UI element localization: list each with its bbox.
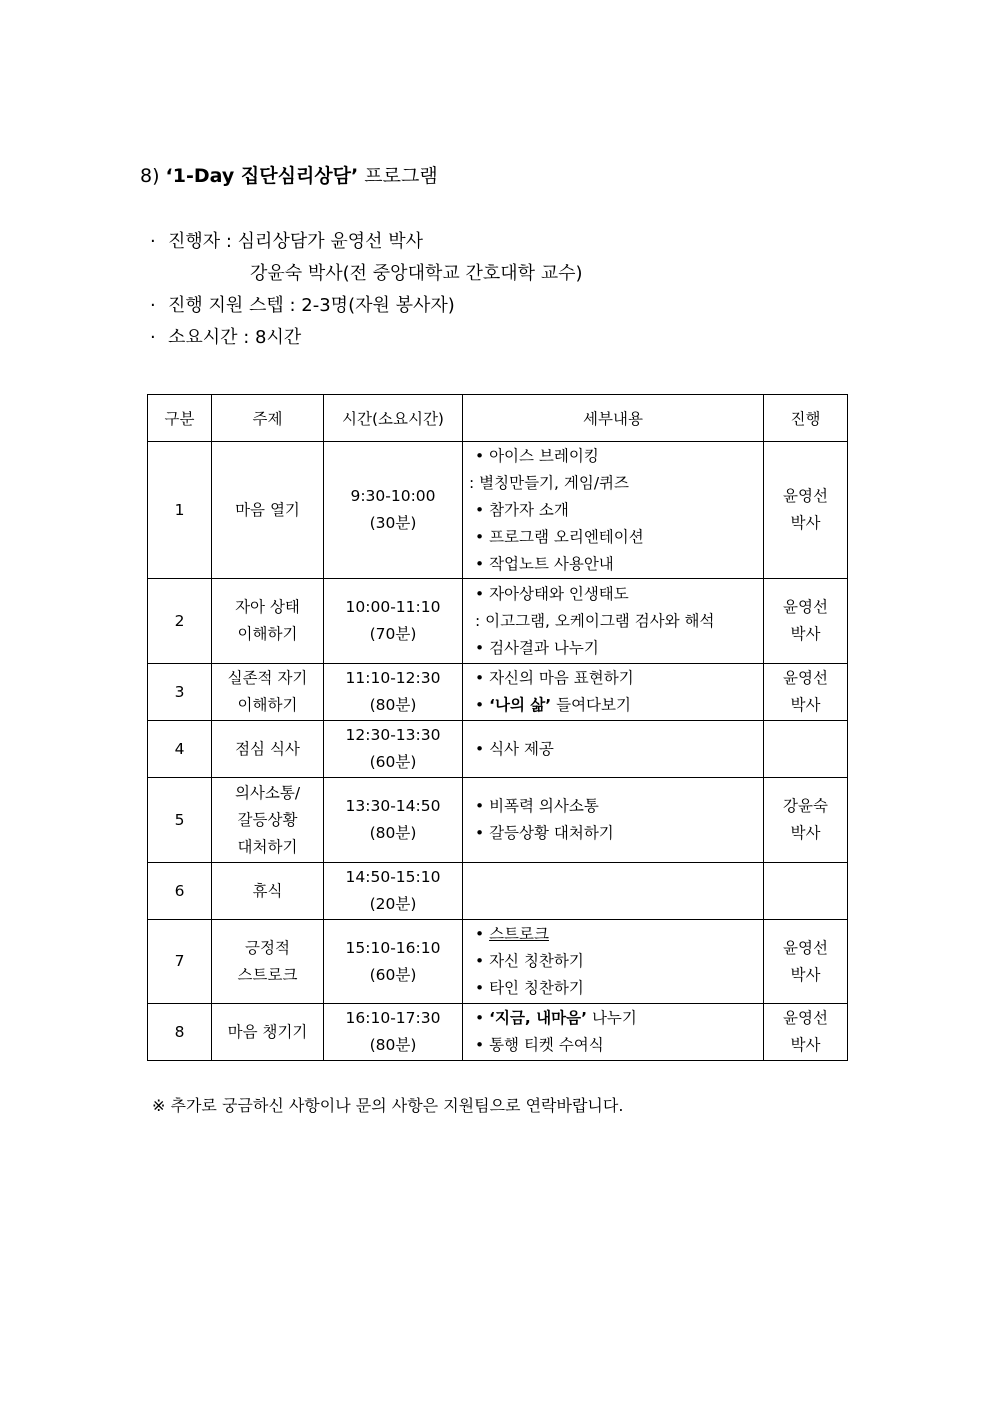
info-line-duration <box>150 323 301 349</box>
row-details <box>463 664 764 721</box>
info-text: 진행 지원 스텝 : 2-3명(자원 봉사자) <box>168 295 455 316</box>
lead-name: 윤영선 <box>783 938 828 957</box>
table-row <box>148 721 848 778</box>
lead-name: 윤영선 <box>783 669 828 687</box>
time-duration: (70분) <box>369 625 417 643</box>
heading-suffix: 프로그램 <box>358 165 438 187</box>
topic-line: 점심 식사 <box>235 739 300 758</box>
row-time <box>324 778 463 863</box>
row-lead <box>764 920 848 1004</box>
row-time <box>324 1004 463 1061</box>
row-time <box>324 664 463 721</box>
header-cell: 구분 <box>148 395 212 442</box>
heading-title: ‘1-Day 집단심리상담’ <box>165 165 359 187</box>
row-topic <box>212 442 324 579</box>
info-bullet: · <box>150 231 156 252</box>
detail-line: : 별칭만들기, 게임/퀴즈 <box>469 473 629 492</box>
row-number: 7 <box>148 920 212 1004</box>
detail-bullet: • <box>475 1009 490 1027</box>
detail-line-emphasis <box>475 1005 763 1032</box>
topic-line: 마음 챙기기 <box>227 1022 308 1041</box>
time-range: 12:30-13:30 <box>345 726 441 744</box>
lead-title: 박사 <box>790 625 821 643</box>
header-cell: 진행 <box>764 395 848 442</box>
row-time <box>324 863 463 920</box>
topic-line: 긍정적 <box>245 938 290 957</box>
topic-line: 이해하기 <box>237 625 298 643</box>
lead-title: 박사 <box>790 1036 821 1054</box>
time-range: 11:10-12:30 <box>345 669 441 687</box>
row-topic <box>212 863 324 920</box>
detail-line: • 자신 칭찬하기 <box>475 952 584 970</box>
detail-line: • 프로그램 오리엔테이션 <box>475 527 644 546</box>
row-topic <box>212 721 324 778</box>
lead-title: 박사 <box>790 824 821 842</box>
topic-line: 실존적 자기 <box>227 669 308 687</box>
topic-line: 마음 열기 <box>235 500 300 519</box>
detail-line: • 자신의 마음 표현하기 <box>475 669 634 687</box>
row-number: 8 <box>148 1004 212 1061</box>
detail-rest: 들여다보기 <box>551 696 631 714</box>
detail-line: • 갈등상황 대처하기 <box>475 824 614 842</box>
row-topic <box>212 778 324 863</box>
time-duration: (60분) <box>369 753 417 771</box>
detail-rest: 나누기 <box>587 1009 637 1027</box>
time-duration: (80분) <box>369 1036 417 1054</box>
heading-number: 8) <box>140 165 166 187</box>
row-details <box>463 579 764 664</box>
info-bullet: · <box>150 327 156 348</box>
detail-line: • 통행 티켓 수여식 <box>475 1036 604 1054</box>
row-topic <box>212 920 324 1004</box>
row-lead <box>764 664 848 721</box>
time-duration: (20분) <box>369 895 417 913</box>
detail-line-underlined <box>475 921 763 948</box>
table-header-row <box>148 395 848 442</box>
section-heading <box>140 161 438 188</box>
detail-bold: ‘나의 삶’ <box>489 696 552 714</box>
row-lead <box>764 1004 848 1061</box>
lead-name: 강윤숙 <box>783 797 828 815</box>
time-duration: (80분) <box>369 824 417 842</box>
row-lead <box>764 778 848 863</box>
schedule-table <box>147 394 848 1061</box>
info-line-facilitator-2 <box>250 259 583 285</box>
row-time <box>324 442 463 579</box>
detail-line: • 타인 칭찬하기 <box>475 979 584 997</box>
lead-title: 박사 <box>790 696 821 714</box>
detail-line: • 검사결과 나누기 <box>475 638 599 657</box>
info-line-facilitator <box>150 227 423 253</box>
table-row <box>148 442 848 579</box>
row-number: 4 <box>148 721 212 778</box>
table-row <box>148 920 848 1004</box>
time-range: 14:50-15:10 <box>345 868 441 886</box>
table-row <box>148 664 848 721</box>
detail-line: • 참가자 소개 <box>475 500 569 519</box>
lead-title: 박사 <box>790 514 821 532</box>
time-range: 15:10-16:10 <box>345 938 441 957</box>
lead-title: 박사 <box>790 965 821 984</box>
detail-line-emphasis <box>475 692 763 719</box>
time-duration: (30분) <box>369 514 417 532</box>
time-range: 9:30-10:00 <box>350 487 436 505</box>
topic-line: 갈등상황 <box>237 810 298 829</box>
row-topic <box>212 1004 324 1061</box>
detail-bullet: • <box>475 925 490 943</box>
info-text: 진행자 : 심리상담가 윤영선 박사 <box>168 231 423 252</box>
lead-name: 윤영선 <box>783 598 828 616</box>
detail-line: • 자아상태와 인생태도 <box>475 584 629 603</box>
footer-note: ※ 추가로 궁금하신 사항이나 문의 사항은 지원팀으로 연락바랍니다. <box>152 1096 624 1115</box>
row-number: 3 <box>148 664 212 721</box>
row-number: 6 <box>148 863 212 920</box>
topic-line: 자아 상태 <box>235 598 300 616</box>
time-duration: (80분) <box>369 696 417 714</box>
info-text: 강윤숙 박사(전 중앙대학교 간호대학 교수) <box>250 263 583 284</box>
time-duration: (60분) <box>369 965 417 984</box>
row-details <box>463 920 764 1004</box>
row-details <box>463 778 764 863</box>
topic-line: 스트로크 <box>237 965 298 984</box>
time-range: 16:10-17:30 <box>345 1009 441 1027</box>
table-row <box>148 1004 848 1061</box>
row-lead <box>764 442 848 579</box>
detail-line: • 작업노트 사용안내 <box>475 554 614 573</box>
header-cell: 세부내용 <box>463 395 764 442</box>
info-bullet: · <box>150 295 156 316</box>
detail-underline: 스트로크 <box>489 925 549 943</box>
row-details <box>463 863 764 920</box>
lead-name: 윤영선 <box>783 1009 828 1027</box>
row-details <box>463 1004 764 1061</box>
row-number: 5 <box>148 778 212 863</box>
topic-line: 이해하기 <box>237 696 298 714</box>
detail-line: • 식사 제공 <box>475 739 554 758</box>
table-row <box>148 778 848 863</box>
row-lead <box>764 863 848 920</box>
time-range: 13:30-14:50 <box>345 797 441 815</box>
detail-line: • 아이스 브레이킹 <box>475 446 599 465</box>
row-number: 2 <box>148 579 212 664</box>
row-time <box>324 721 463 778</box>
row-topic <box>212 579 324 664</box>
info-text: 소요시간 : 8시간 <box>168 327 302 348</box>
row-number: 1 <box>148 442 212 579</box>
table-row <box>148 579 848 664</box>
topic-line: 대처하기 <box>237 837 298 856</box>
row-lead <box>764 721 848 778</box>
info-line-staff <box>150 291 455 317</box>
row-details <box>463 442 764 579</box>
topic-line: 휴식 <box>252 881 283 900</box>
row-time <box>324 920 463 1004</box>
header-cell: 시간(소요시간) <box>324 395 463 442</box>
time-range: 10:00-11:10 <box>345 598 441 616</box>
detail-line: : 이고그램, 오케이그램 검사와 해석 <box>475 611 715 630</box>
topic-line: 의사소통/ <box>234 783 301 802</box>
header-cell: 주제 <box>212 395 324 442</box>
row-time <box>324 579 463 664</box>
detail-line: • 비폭력 의사소통 <box>475 797 599 815</box>
row-topic <box>212 664 324 721</box>
detail-bold: ‘지금, 내마음’ <box>489 1009 588 1027</box>
row-details <box>463 721 764 778</box>
table-row <box>148 863 848 920</box>
row-lead <box>764 579 848 664</box>
lead-name: 윤영선 <box>783 487 828 505</box>
detail-bullet: • <box>475 696 490 714</box>
